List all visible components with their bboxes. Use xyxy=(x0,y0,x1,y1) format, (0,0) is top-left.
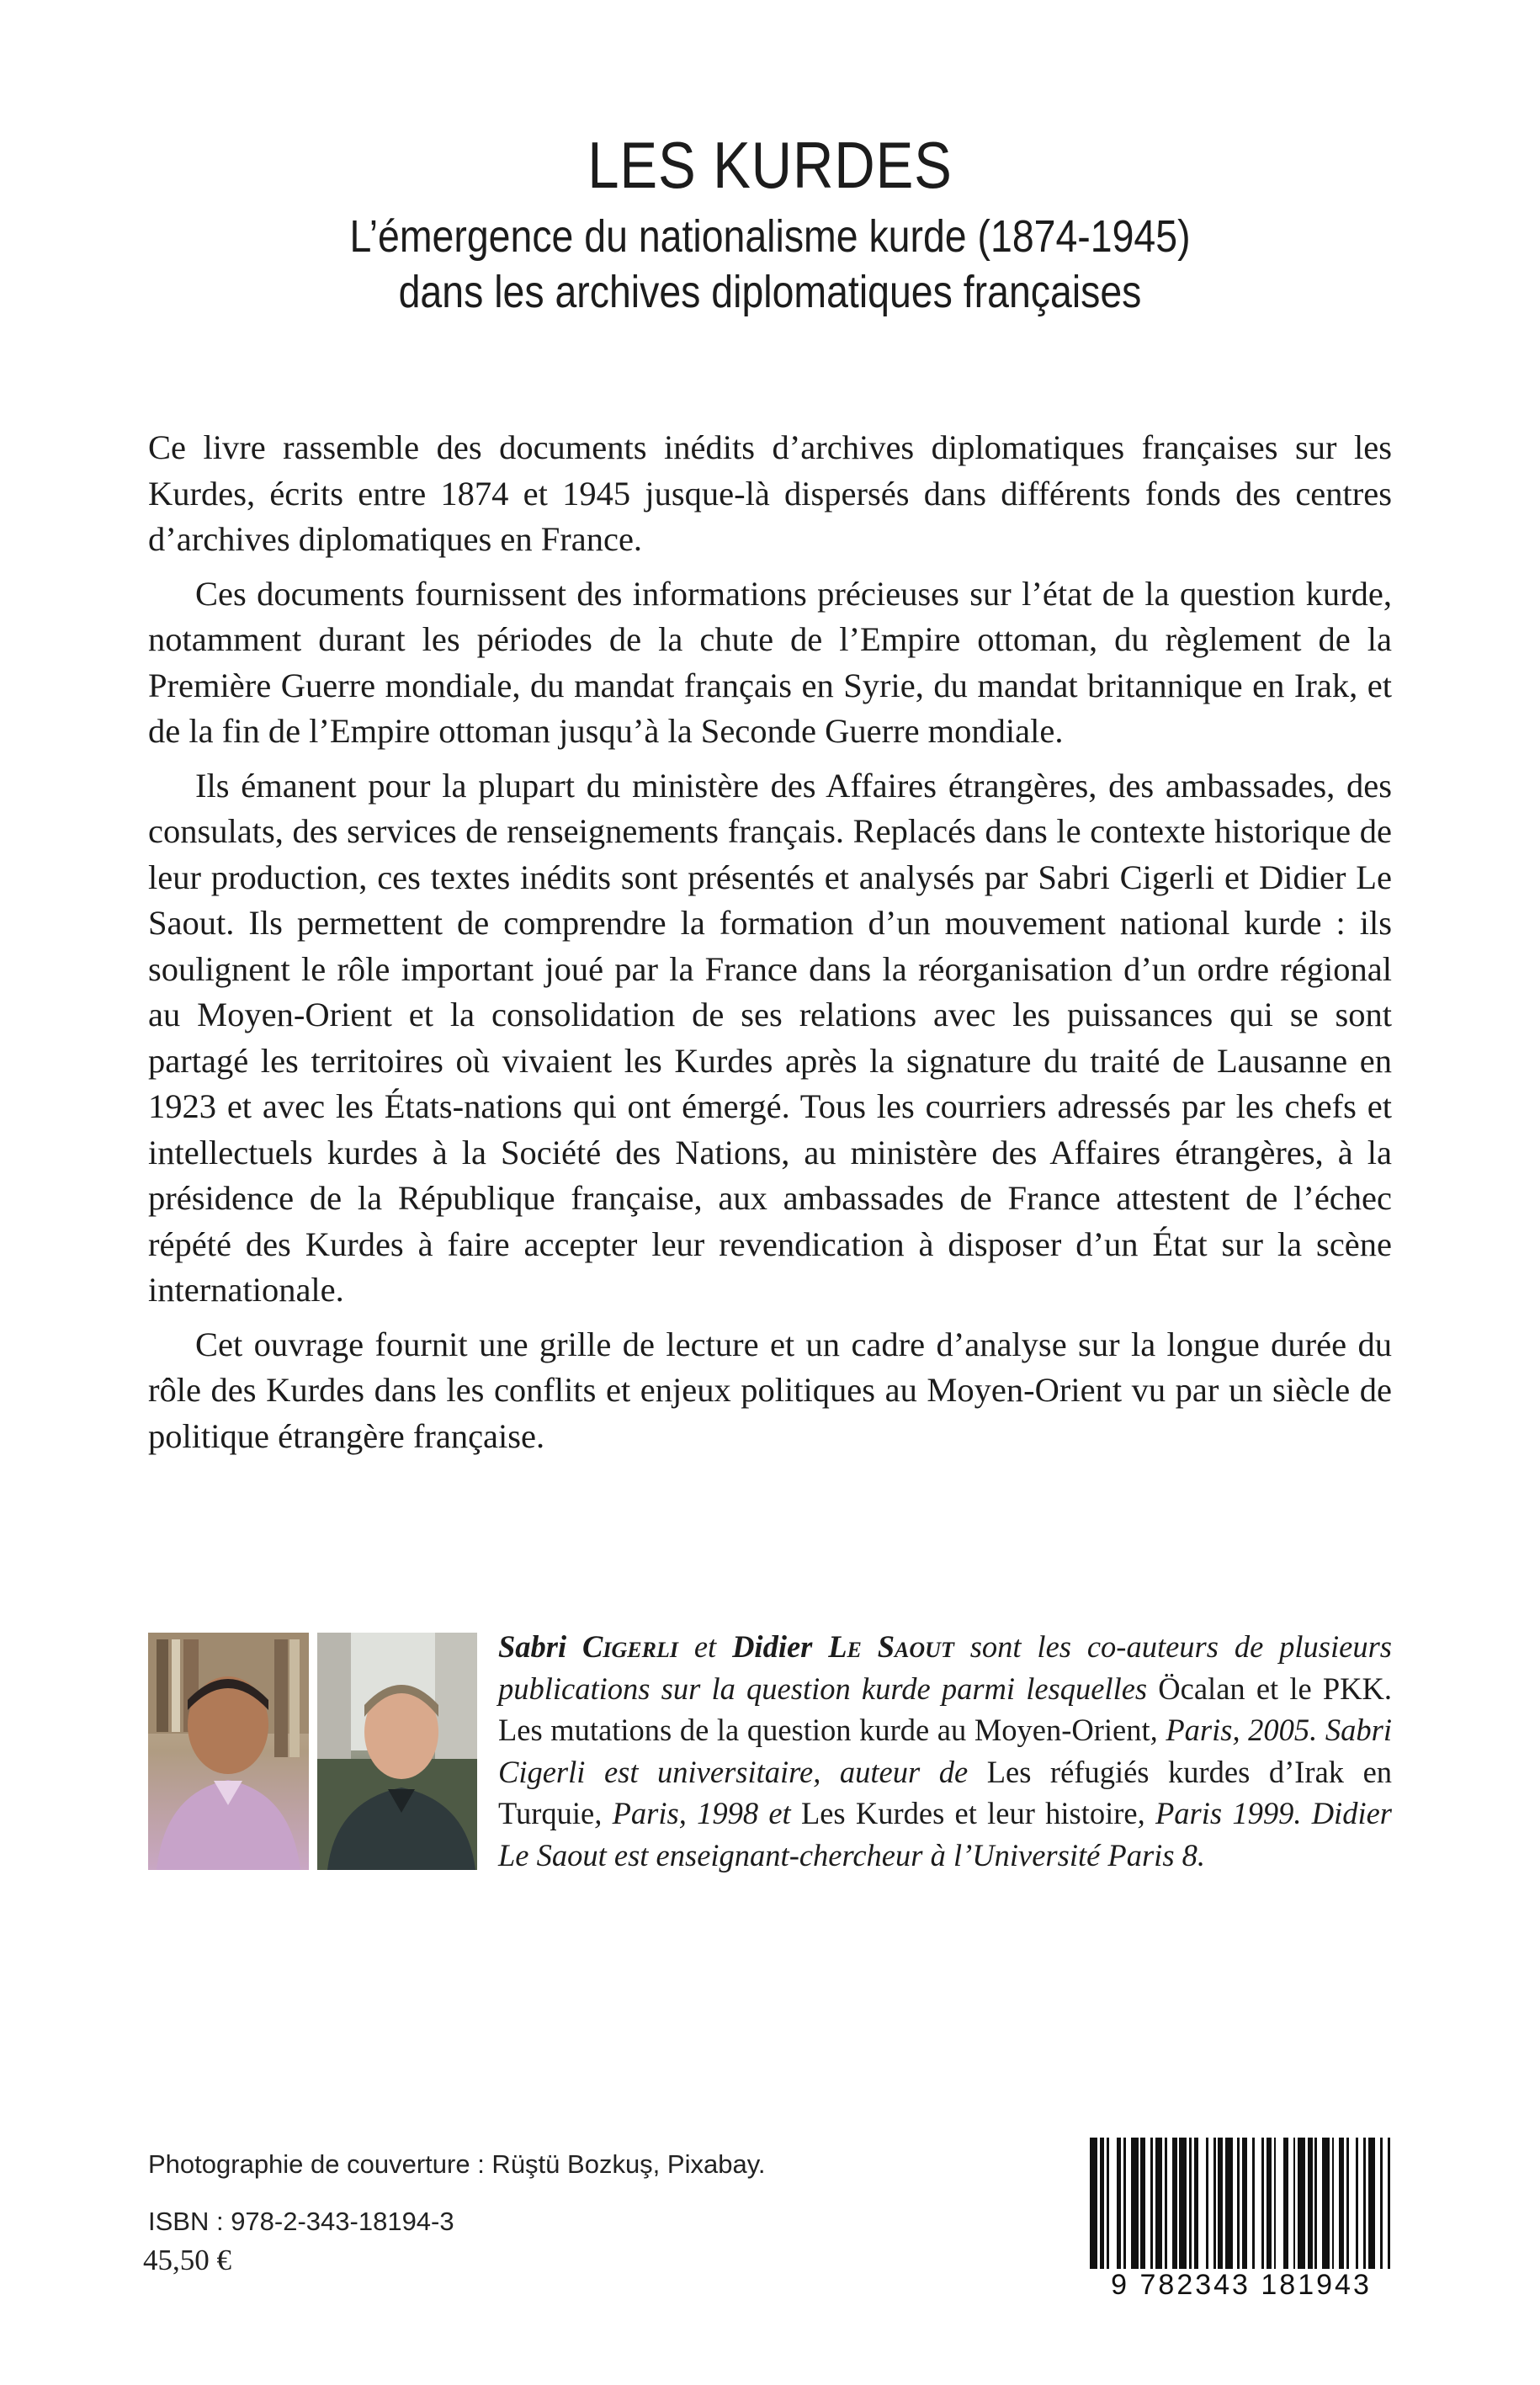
isbn-barcode xyxy=(1090,2138,1393,2306)
barcode-bar xyxy=(1155,2138,1163,2269)
barcode-bar xyxy=(1276,2138,1283,2269)
bio-sentence-2: , Paris, 2005. Sabri Cigerli est universitaire, auteur de xyxy=(498,1713,1392,1789)
barcode-bar xyxy=(1390,2138,1393,2269)
bio-sentence-1: sont les co-auteurs de plusieurs publications sur la question kurde parmi lesquelles xyxy=(498,1629,1392,1706)
bio-sentence-3: , Paris, 1998 et xyxy=(594,1796,791,1830)
blurb-paragraph-3: Ils émanent pour la plupart du ministère des Affaires étrangères, des ambassades, des consulats, des services de renseignements français. Replacés dans le contexte historique de leur production, ces textes inédits sont présentés et analysés par Sabri Cigerli et Didier Le Saout. Ils permettent de comprendre la formation d’un mouvement national kurde : ils soulignent le rôle important joué par la France dans la réorganisation d’un ordre régional au Moyen-Orient et la consolidation de ses relations avec les puissances qui se sont partagé les territoires où vivaient les Kurdes après la signature du traité de Lausanne en 1923 et avec les États-nations qui ont émergé. Tous les courriers adressés par les chefs et intellectuels kurdes à la Société des Nations, au ministère des Affaires étrangères, à la présidence de la République française, aux ambassades de France attestent de l’échec répété des Kurdes à faire accepter leur revendication à disposer d’un État sur la scène internationale. xyxy=(148,766,1392,1309)
barcode-bar xyxy=(1179,2138,1187,2269)
bio-book-title-2: Les réfugiés kurdes d’Irak en Turquie xyxy=(498,1754,1393,1830)
author1-last-name: Cigerli xyxy=(582,1629,678,1664)
bio-book-title-1: Öcalan et le PKK. Les mutations de la question kurde au Moyen-Orient xyxy=(498,1671,1392,1747)
barcode-bar xyxy=(1255,2138,1262,2269)
author2-last-name: Le Saout xyxy=(828,1629,954,1664)
author-photo-didier-le-saout xyxy=(317,1633,477,1870)
barcode-bar xyxy=(1225,2138,1233,2269)
barcode-bar xyxy=(1090,2138,1097,2269)
barcode-bar xyxy=(1349,2138,1357,2269)
author-photo-sabri-cigerli xyxy=(148,1633,309,1870)
barcode-bar xyxy=(1322,2138,1330,2269)
bio-conjunction: et xyxy=(693,1629,717,1664)
barcode-bar xyxy=(1198,2138,1206,2269)
cover-header xyxy=(0,126,1540,320)
bio-sentence-4: , Paris 1999. Didier Le Saout est enseignant-chercheur à l’Université Paris 8. xyxy=(498,1796,1392,1872)
barcode-digits: 9 782343 181943 xyxy=(1111,2269,1372,2301)
blurb-paragraph-1: Ce livre rassemble des documents inédits d’archives diplomatiques françaises sur les Kurdes, écrits entre 1874 et 1945 jusque-là dispersés dans différents fonds des centres d’archives diplomatiques en France. xyxy=(148,428,1392,558)
author2-first-name: Didier xyxy=(732,1629,813,1664)
barcode-bar xyxy=(1298,2138,1305,2269)
blurb-paragraph-4: Cet ouvrage fournit une grille de lecture et un cadre d’analyse sur la longue durée du rôle des Kurdes dans les conflits et enjeux politiques au Moyen-Orient vu par un siècle de politique étrangère française. xyxy=(148,1325,1392,1455)
isbn-number: ISBN : 978-2-343-18194-3 xyxy=(148,2207,454,2236)
author-biography xyxy=(498,1626,1392,1876)
blurb-text xyxy=(148,425,1392,1468)
price-label: 45,50 € xyxy=(143,2244,231,2276)
book-subtitle-line-1: L’émergence du nationalisme kurde (1874-1945) xyxy=(349,211,1191,262)
barcode-bar xyxy=(1109,2138,1117,2269)
barcode-bar xyxy=(1131,2138,1139,2269)
blurb-paragraph-2: Ces documents fournissent des informations précieuses sur l’état de la question kurde, notamment durant les périodes de la chute de l’Empire ottoman, du règlement de la Première Guerre mondiale, du mandat français en Syrie, du mandat britannique en Irak, et de la fin de l’Empire ottoman jusqu’à la Seconde Guerre mondiale. xyxy=(148,574,1392,750)
author1-first-name: Sabri xyxy=(498,1629,567,1664)
bio-book-title-3: Les Kurdes et leur histoire xyxy=(800,1796,1138,1830)
book-subtitle-line-2: dans les archives diplomatiques françaises xyxy=(398,267,1142,317)
barcode-bars xyxy=(1090,2138,1393,2269)
barcode-bar xyxy=(1368,2138,1376,2269)
book-title: LES KURDES xyxy=(587,128,953,202)
photo-credit: Photographie de couverture : Rüştü Bozkuş, Pixabay. xyxy=(148,2149,766,2179)
